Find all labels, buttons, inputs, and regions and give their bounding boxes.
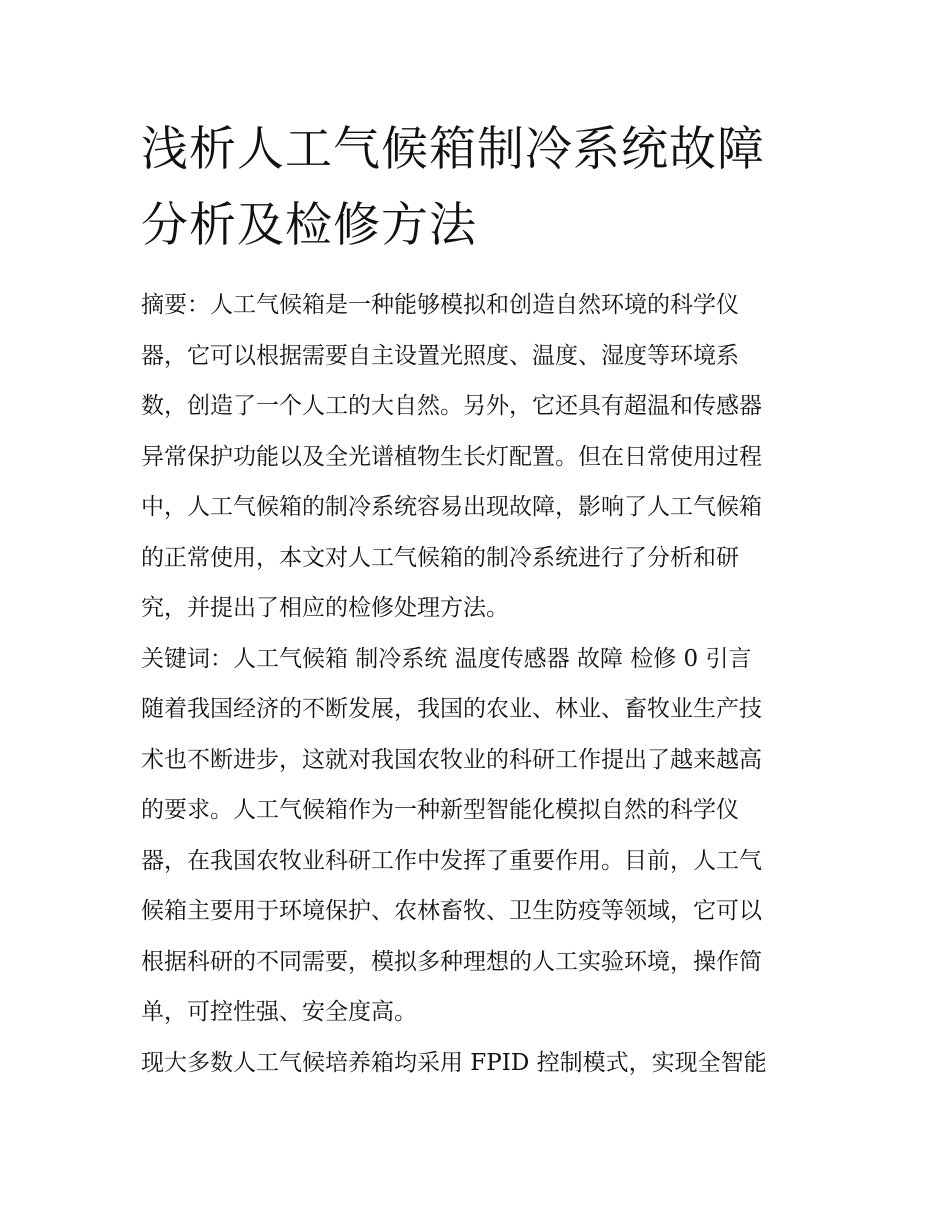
keywords-introduction-paragraph — [141, 634, 811, 1038]
keywords-line: 关键词：人工气候箱 制冷系统 温度传感器 故障 检修 0 引言 — [141, 645, 752, 672]
fpid-line: 现大多数人工气候培养箱均采用 FPID 控制模式，实现全智能 — [141, 1049, 767, 1076]
abstract-line: 的正常使用，本文对人工气候箱的制冷系统进行了分析和研 — [141, 544, 739, 571]
abstract-line: 究，并提出了相应的检修处理方法。 — [141, 595, 509, 621]
introduction-line: 的要求。人工气候箱作为一种新型智能化模拟自然的科学仪 — [141, 797, 739, 823]
introduction-line: 根据科研的不同需要，模拟多种理想的人工实验环境，操作简 — [141, 948, 762, 975]
title-line-2: 分析及检修方法 — [141, 198, 477, 253]
document-page — [141, 112, 811, 1088]
introduction-line: 单，可控性强、安全度高。 — [141, 999, 417, 1025]
document-title — [141, 112, 811, 264]
abstract-line: 中，人工气候箱的制冷系统容易出现故障，影响了人工气候箱 — [141, 494, 762, 520]
introduction-line: 术也不断进步，这就对我国农牧业的科研工作提出了越来越高 — [141, 746, 762, 773]
abstract-line: 数，创造了一个人工的大自然。另外，它还具有超温和传感器 — [141, 393, 762, 419]
abstract-paragraph — [141, 280, 811, 634]
abstract-line: 器，它可以根据需要自主设置光照度、温度、湿度等环境系 — [141, 342, 739, 369]
title-line-1: 浅析人工气候箱制冷系统故障 — [141, 122, 765, 177]
introduction-line: 随着我国经济的不断发展，我国的农业、林业、畜牧业生产技 — [141, 696, 762, 722]
introduction-line: 器，在我国农牧业科研工作中发挥了重要作用。目前，人工气 — [141, 847, 762, 874]
abstract-line: 异常保护功能以及全光谱植物生长灯配置。但在日常使用过程 — [141, 443, 762, 470]
introduction-line: 候箱主要用于环境保护、农林畜牧、卫生防疫等领域，它可以 — [141, 898, 762, 924]
fpid-paragraph — [141, 1038, 811, 1089]
abstract-line: 摘要：人工气候箱是一种能够模拟和创造自然环境的科学仪 — [141, 292, 739, 318]
